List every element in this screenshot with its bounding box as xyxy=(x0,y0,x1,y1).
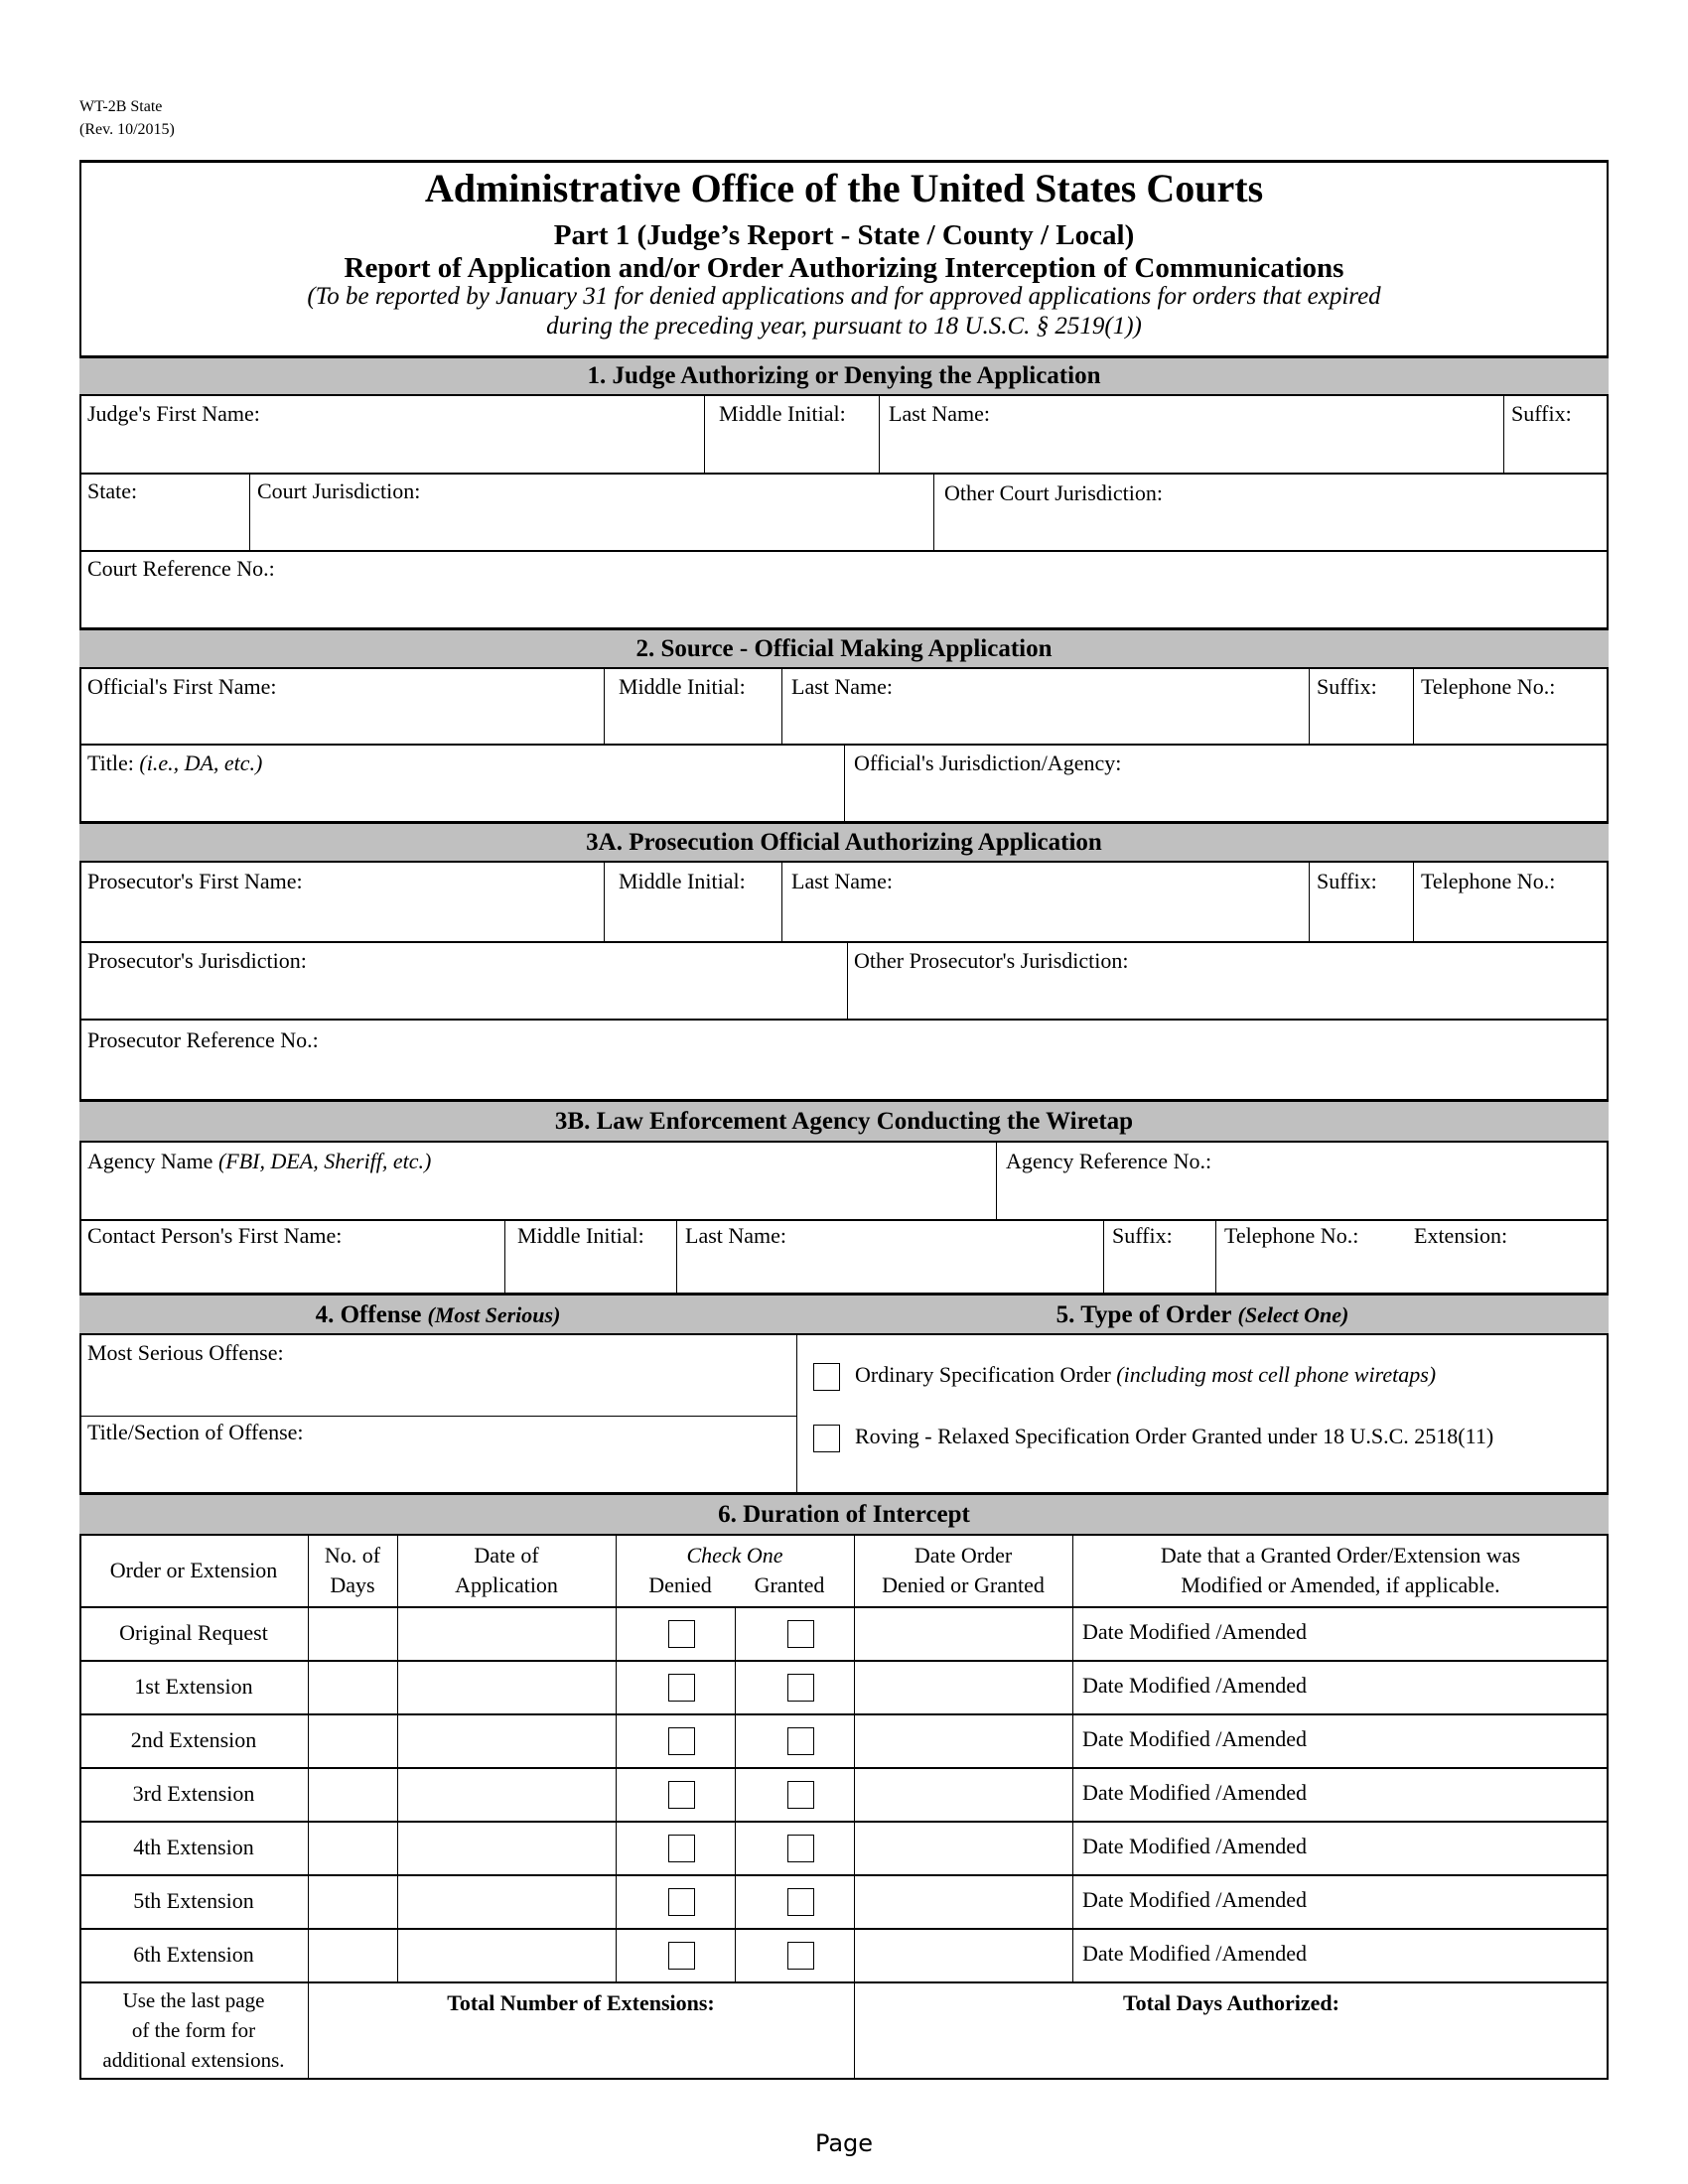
section-3a-header xyxy=(79,821,1609,863)
official-jurisdiction-field[interactable]: Official's Jurisdiction/Agency: xyxy=(854,751,1122,775)
granted-checkbox[interactable] xyxy=(787,1781,814,1809)
row-divider xyxy=(79,1019,1609,1021)
col-denied: Denied xyxy=(648,1572,712,1597)
contact-first-name-field[interactable]: Contact Person's First Name: xyxy=(87,1223,343,1248)
granted-checkbox[interactable] xyxy=(787,1835,814,1862)
divider xyxy=(1309,669,1310,745)
form-revision: (Rev. 10/2015) xyxy=(79,121,175,138)
divider xyxy=(704,396,705,474)
section-4-title: 4. Offense (Most Serious) xyxy=(315,1301,561,1328)
col-date-order-line2: Denied or Granted xyxy=(882,1572,1045,1597)
official-suffix-field[interactable]: Suffix: xyxy=(1317,674,1377,699)
table-row xyxy=(79,1607,1609,1661)
judge-middle-initial-field[interactable]: Middle Initial: xyxy=(719,401,846,426)
most-serious-offense-field[interactable]: Most Serious Offense: xyxy=(87,1340,284,1365)
table-row xyxy=(79,1875,1609,1929)
divider xyxy=(504,1220,505,1295)
date-modified-field[interactable]: Date Modified /Amended xyxy=(1082,1726,1308,1751)
title-section-offense-field[interactable]: Title/Section of Offense: xyxy=(87,1420,304,1444)
prosecutor-first-name-field[interactable]: Prosecutor's First Name: xyxy=(87,869,303,893)
section-3b-header xyxy=(79,1099,1609,1143)
section-3b-title: 3B. Law Enforcement Agency Conducting the Wiretap xyxy=(554,1107,1134,1135)
row-divider xyxy=(79,1219,1609,1221)
other-prosecutor-jurisdiction-field[interactable]: Other Prosecutor's Jurisdiction: xyxy=(854,948,1129,973)
col-modified-line1: Date that a Granted Order/Extension was xyxy=(1160,1543,1521,1568)
roving-order-label: Roving - Relaxed Specification Order Granted under 18 U.S.C. 2518(11) xyxy=(855,1424,1494,1448)
prosecutor-reference-field[interactable]: Prosecutor Reference No.: xyxy=(87,1027,319,1052)
table-row xyxy=(79,1714,1609,1768)
col-date-order-line1: Date Order xyxy=(914,1543,1013,1568)
page-title: Administrative Office of the United States Courts xyxy=(424,166,1264,210)
section-2-header xyxy=(79,627,1609,669)
divider xyxy=(1103,1220,1104,1295)
divider xyxy=(604,863,605,941)
report-title: Report of Application and/or Order Authorizing Interception of Communications xyxy=(344,252,1344,284)
row-divider xyxy=(79,473,1609,475)
form-code: WT-2B State xyxy=(79,98,163,115)
table-row xyxy=(79,1661,1609,1714)
row-divider xyxy=(79,1981,1609,1983)
ordinary-order-checkbox[interactable] xyxy=(813,1363,840,1391)
granted-checkbox[interactable] xyxy=(787,1727,814,1755)
instructions-line-1: (To be reported by January 31 for denied applications and for approved applications for orders that expired xyxy=(307,283,1381,310)
denied-checkbox[interactable] xyxy=(668,1888,695,1916)
row-label: 5th Extension xyxy=(133,1888,254,1913)
total-extensions-field[interactable]: Total Number of Extensions: xyxy=(447,1990,715,2015)
divider xyxy=(616,1929,617,1982)
divider xyxy=(1413,863,1414,941)
prosecutor-telephone-field[interactable]: Telephone No.: xyxy=(1421,869,1556,893)
section-1-header xyxy=(79,355,1609,396)
divider xyxy=(796,1335,797,1494)
divider xyxy=(933,474,934,551)
additional-extensions-note: Use the last page of the form for additional extensions. xyxy=(102,1988,285,2072)
denied-checkbox[interactable] xyxy=(668,1727,695,1755)
denied-checkbox[interactable] xyxy=(668,1781,695,1809)
judge-first-name-field[interactable]: Judge's First Name: xyxy=(87,401,260,426)
contact-telephone-field[interactable]: Telephone No.: xyxy=(1224,1223,1359,1248)
official-last-name-field[interactable]: Last Name: xyxy=(791,674,894,699)
denied-checkbox[interactable] xyxy=(668,1942,695,1970)
row-divider xyxy=(79,550,1609,552)
section-3a-title: 3A. Prosecution Official Authorizing Application xyxy=(586,828,1102,856)
section-6-header xyxy=(79,1492,1609,1536)
date-modified-field[interactable]: Date Modified /Amended xyxy=(1082,1619,1308,1644)
col-days-line2: Days xyxy=(330,1572,375,1597)
divider xyxy=(1215,1220,1216,1295)
col-date-app-line1: Date of xyxy=(474,1543,539,1568)
judge-suffix-field[interactable]: Suffix: xyxy=(1511,401,1572,426)
contact-last-name-field[interactable]: Last Name: xyxy=(685,1223,787,1248)
divider xyxy=(397,1929,398,1982)
official-middle-initial-field[interactable]: Middle Initial: xyxy=(619,674,746,699)
agency-name-field[interactable] xyxy=(87,1149,431,1174)
divider xyxy=(1413,669,1414,745)
roving-order-checkbox[interactable] xyxy=(813,1425,840,1452)
col-modified-line2: Modified or Amended, if applicable. xyxy=(1181,1572,1500,1597)
section-2-title: 2. Source - Official Making Application xyxy=(635,634,1053,662)
section-5-title: 5. Type of Order (Select One) xyxy=(1055,1301,1349,1328)
date-modified-field[interactable]: Date Modified /Amended xyxy=(1082,1673,1308,1698)
agency-name-label: Agency Name xyxy=(87,1149,213,1173)
prosecutor-suffix-field[interactable]: Suffix: xyxy=(1317,869,1377,893)
row-label: 6th Extension xyxy=(133,1942,254,1967)
divider xyxy=(1309,863,1310,941)
row-divider xyxy=(79,941,1609,943)
agency-name-hint: (FBI, DEA, Sheriff, etc.) xyxy=(217,1149,432,1173)
row-label: Original Request xyxy=(119,1620,268,1645)
divider xyxy=(676,1220,677,1295)
divider xyxy=(996,1143,997,1220)
divider xyxy=(879,396,880,474)
table-row xyxy=(79,1822,1609,1875)
granted-checkbox[interactable] xyxy=(787,1942,814,1970)
divider xyxy=(1072,1929,1073,1982)
denied-checkbox[interactable] xyxy=(668,1674,695,1702)
date-modified-field[interactable]: Date Modified /Amended xyxy=(1082,1941,1308,1966)
form-subtitle: Part 1 (Judge’s Report - State / County / Local) xyxy=(553,219,1135,251)
section-4-5-header xyxy=(79,1293,1609,1335)
divider xyxy=(1503,396,1504,474)
official-telephone-field[interactable]: Telephone No.: xyxy=(1421,674,1556,699)
table-row xyxy=(79,1929,1609,1982)
official-first-name-field[interactable]: Official's First Name: xyxy=(87,674,277,699)
granted-checkbox[interactable] xyxy=(787,1888,814,1916)
divider xyxy=(844,745,845,823)
judge-last-name-field[interactable]: Last Name: xyxy=(889,401,991,426)
total-days-field[interactable]: Total Days Authorized: xyxy=(1123,1990,1339,2015)
col-granted: Granted xyxy=(754,1572,825,1597)
official-title-field[interactable] xyxy=(87,751,262,776)
denied-checkbox[interactable] xyxy=(668,1835,695,1862)
row-label: 1st Extension xyxy=(134,1674,253,1699)
prosecutor-middle-initial-field[interactable]: Middle Initial: xyxy=(619,869,746,893)
state-field[interactable]: State: xyxy=(87,478,138,503)
date-modified-field[interactable]: Date Modified /Amended xyxy=(1082,1834,1308,1858)
other-court-jurisdiction-field[interactable]: Other Court Jurisdiction: xyxy=(944,480,1163,505)
official-title-hint: (i.e., DA, etc.) xyxy=(139,751,263,775)
contact-extension-field[interactable]: Extension: xyxy=(1414,1223,1508,1248)
denied-checkbox[interactable] xyxy=(668,1620,695,1648)
contact-suffix-field[interactable]: Suffix: xyxy=(1112,1223,1173,1248)
granted-checkbox[interactable] xyxy=(787,1674,814,1702)
table-row xyxy=(79,1768,1609,1822)
divider xyxy=(604,669,605,745)
col-days-line1: No. of xyxy=(324,1543,381,1568)
divider xyxy=(781,863,782,941)
row-label: 2nd Extension xyxy=(130,1727,257,1752)
contact-middle-initial-field[interactable]: Middle Initial: xyxy=(517,1223,644,1248)
date-modified-field[interactable]: Date Modified /Amended xyxy=(1082,1780,1308,1805)
official-title-label: Title: xyxy=(87,751,134,775)
col-order-extension: Order or Extension xyxy=(109,1558,278,1582)
divider xyxy=(249,474,250,551)
court-jurisdiction-field[interactable]: Court Jurisdiction: xyxy=(257,478,421,503)
court-reference-field[interactable]: Court Reference No.: xyxy=(87,556,275,581)
instructions-line-2: during the preceding year, pursuant to 18 U.S.C. § 2519(1)) xyxy=(546,313,1142,340)
granted-checkbox[interactable] xyxy=(787,1620,814,1648)
prosecutor-last-name-field[interactable]: Last Name: xyxy=(791,869,894,893)
section-6-title: 6. Duration of Intercept xyxy=(718,1500,970,1528)
row-divider xyxy=(79,1416,796,1417)
divider xyxy=(781,669,782,745)
col-date-app-line2: Application xyxy=(455,1572,558,1597)
row-label: 3rd Extension xyxy=(132,1781,255,1806)
col-check-one: Check One xyxy=(686,1543,783,1568)
page-footer: Page xyxy=(814,2129,874,2157)
agency-reference-field[interactable]: Agency Reference No.: xyxy=(1006,1149,1212,1173)
ordinary-order-label: Ordinary Specification Order (including most cell phone wiretaps) xyxy=(855,1362,1437,1387)
section-1-title: 1. Judge Authorizing or Denying the Application xyxy=(587,362,1101,389)
date-modified-field[interactable]: Date Modified /Amended xyxy=(1082,1887,1308,1912)
divider xyxy=(735,1929,736,1982)
divider xyxy=(847,942,848,1020)
prosecutor-jurisdiction-field[interactable]: Prosecutor's Jurisdiction: xyxy=(87,948,307,973)
row-label: 4th Extension xyxy=(133,1835,254,1859)
